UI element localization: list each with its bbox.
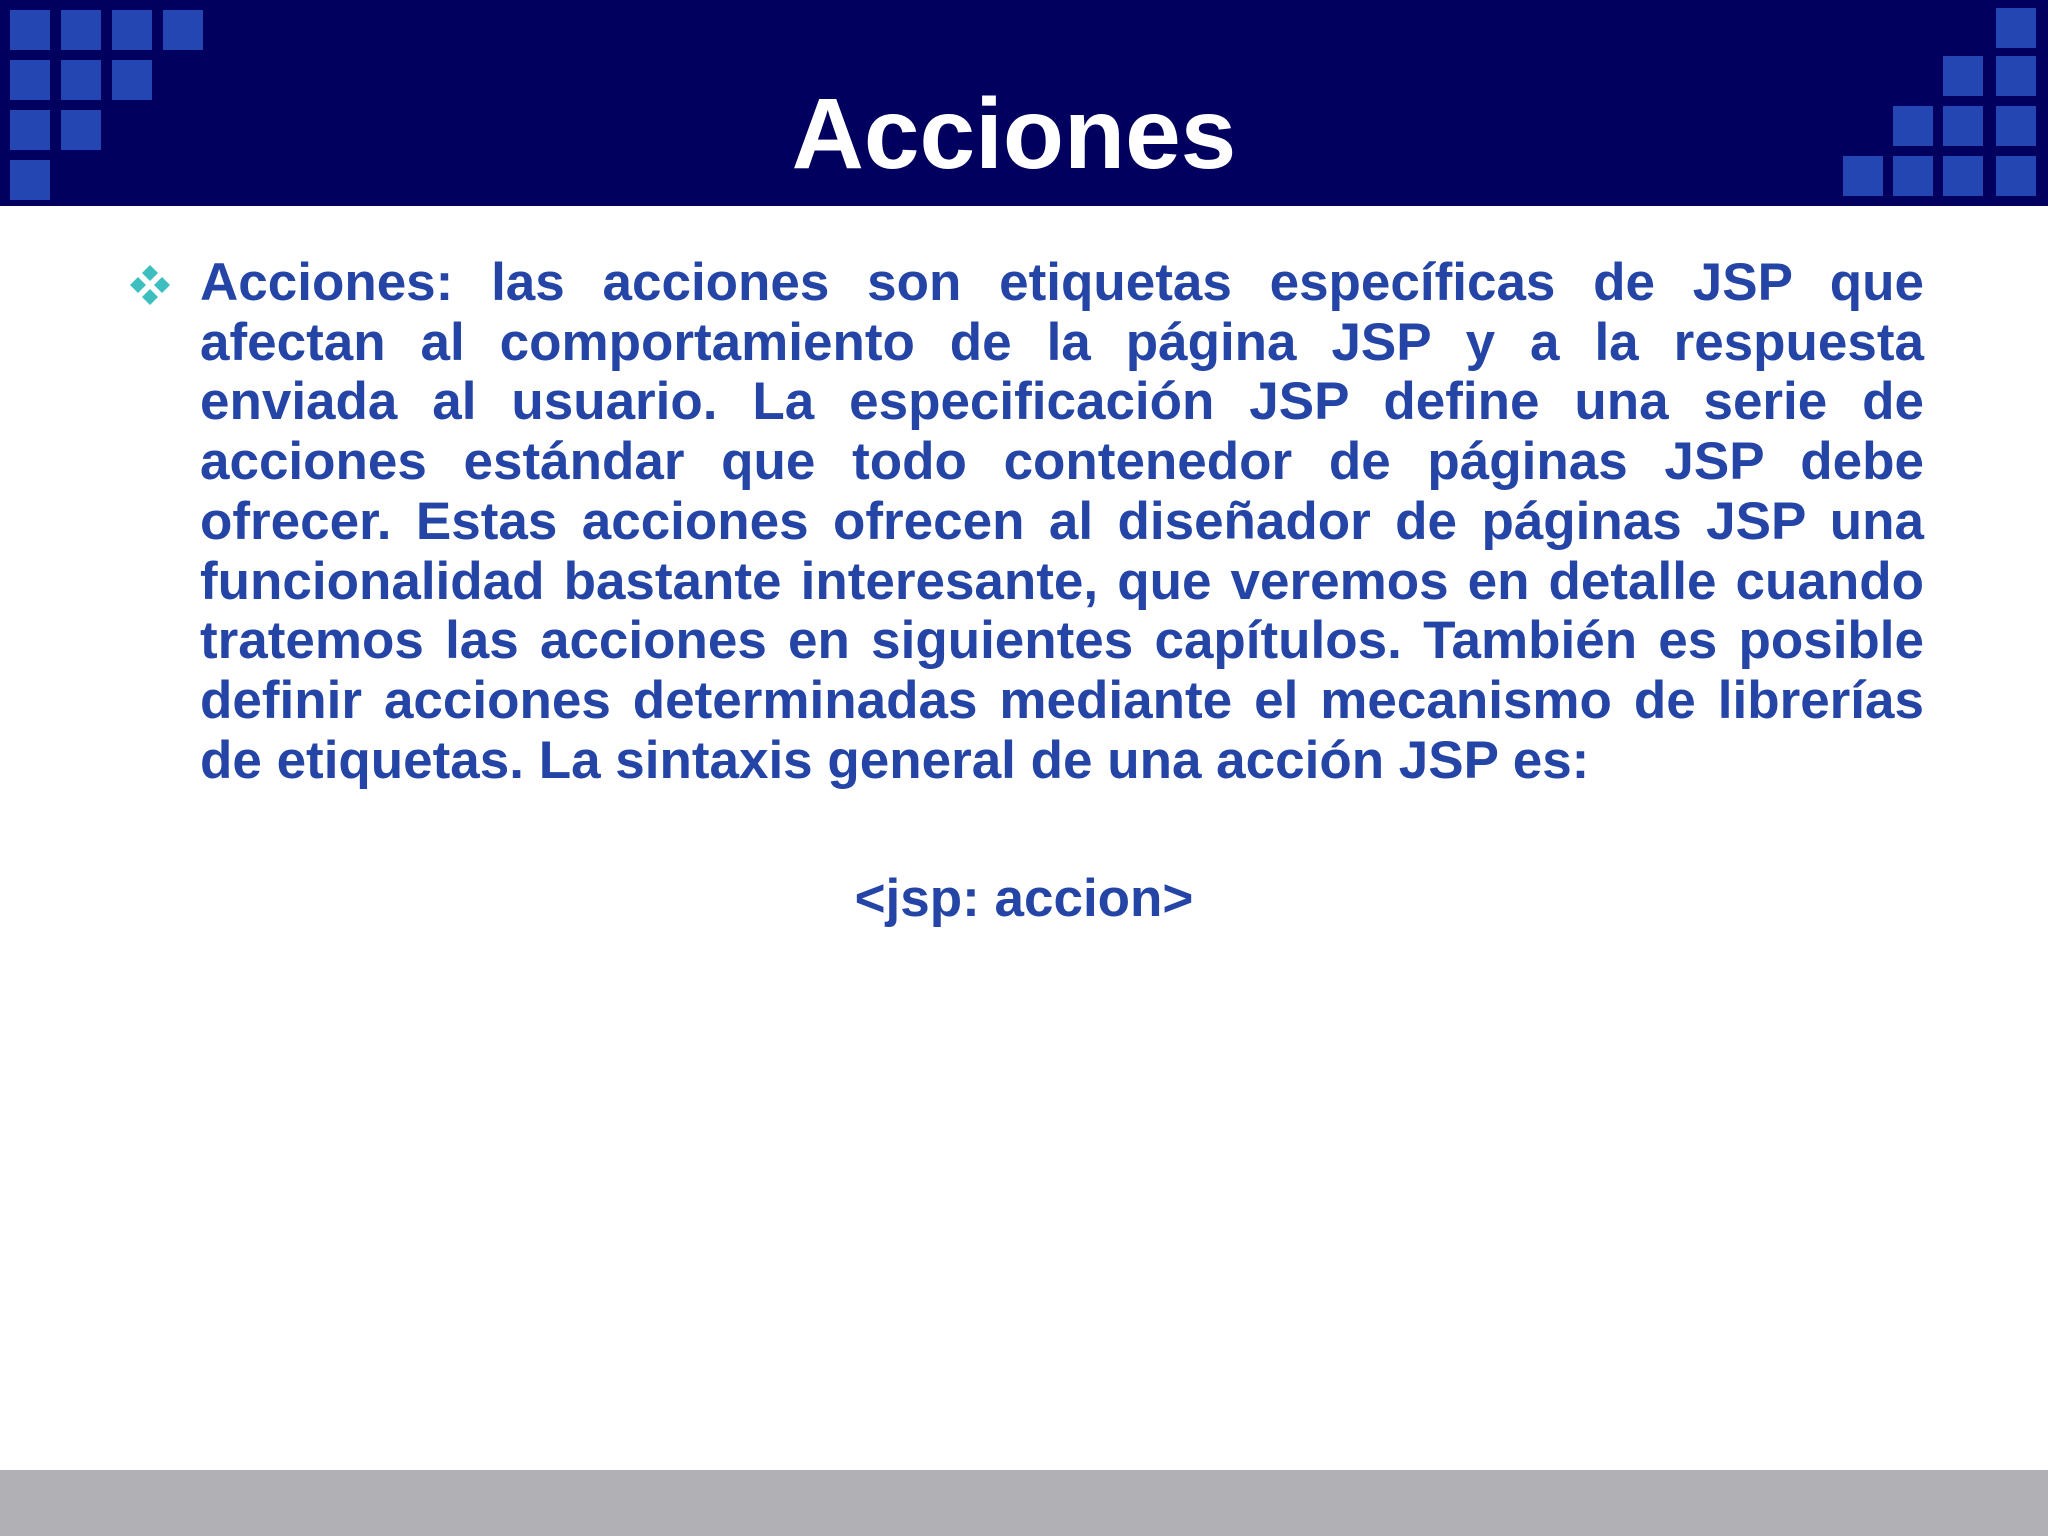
decor-square (61, 10, 101, 50)
footer-bar (0, 1470, 2048, 1536)
slide-header-band (0, 0, 2048, 206)
decor-square (112, 10, 152, 50)
decor-square (1996, 8, 2036, 48)
decor-square (10, 10, 50, 50)
syntax-example: <jsp: accion> (854, 869, 1194, 928)
slide-title: Acciones (791, 78, 1237, 190)
four-diamond-bullet-icon (127, 262, 173, 308)
bullet-paragraph: Acciones: las acciones son etiquetas específicas de JSP que afectan al comportamiento de la página JSP y a la respuesta enviada al usuario. La especificación JSP define una serie de acciones estándar que todo contenedor de páginas JSP debe ofrecer. Estas acciones ofrecen al diseñador de páginas JSP una funcionalidad bastante interesante, que veremos en detalle cuando tratemos las acciones en siguientes capítulos. También es posible definir acciones determinadas mediante el mecanismo de librerías de etiquetas. La sintaxis general de una acción JSP es: (200, 253, 1924, 790)
decor-square (163, 10, 203, 50)
